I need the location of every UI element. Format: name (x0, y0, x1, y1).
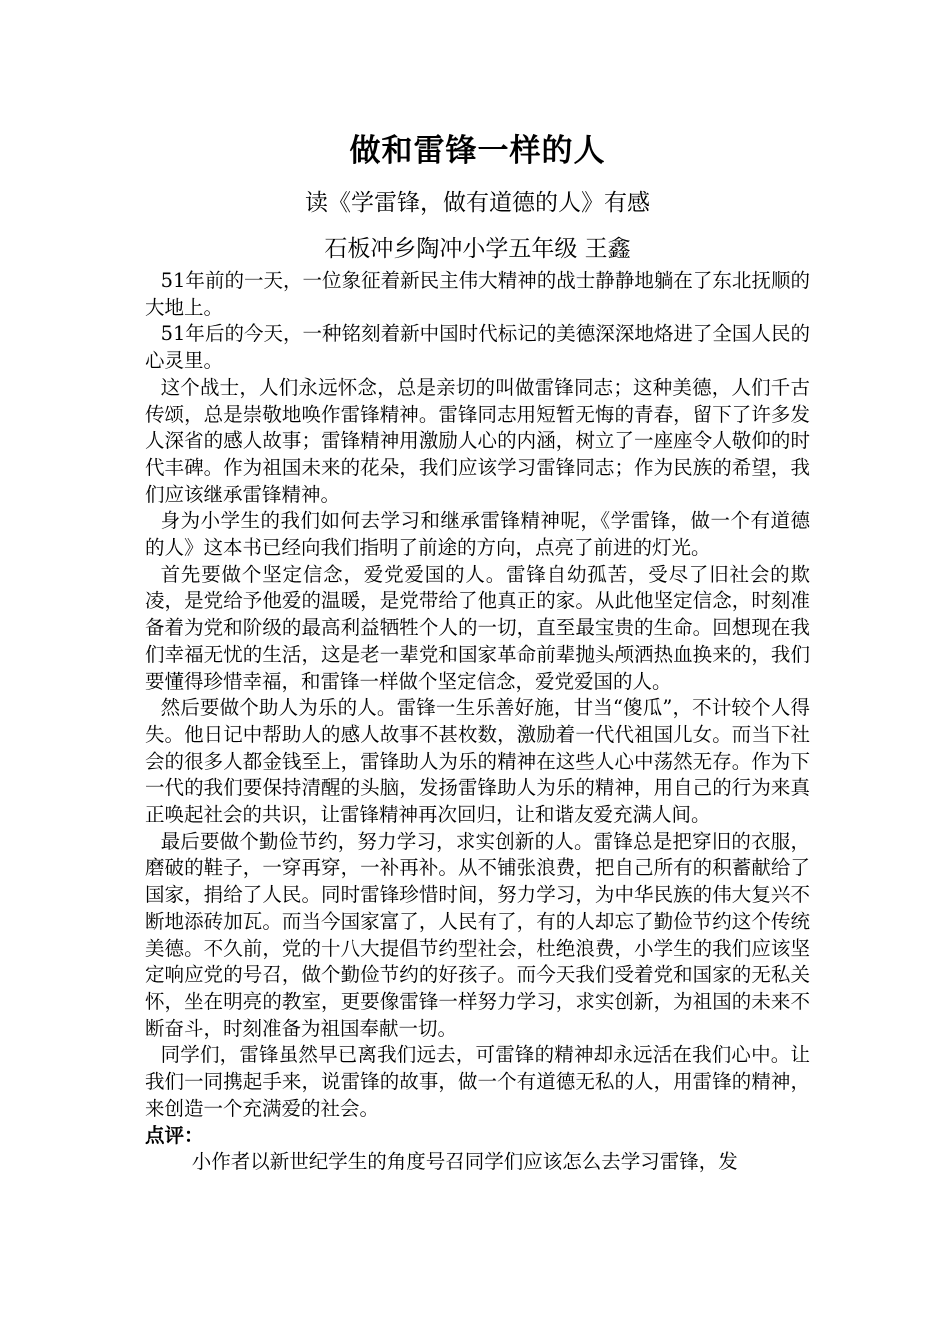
paragraph-2: 51年后的今天，一种铭刻着新中国时代标记的美德深深地烙进了全国人民的心灵里。 (145, 322, 810, 373)
paragraph-3: 这个战士，人们永远怀念，总是亲切的叫做雷锋同志；这种美德，人们千古传颂，总是崇敬地唤作雷锋精神。雷锋同志用短暂无悔的青春，留下了许多发人深省的感人故事；雷锋精神用激励人心的内涵，树立了一座座令人敬仰的时代丰碑。作为祖国未来的花朵，我们应该学习雷锋同志；作为民族的希望，我们应该继承雷锋精神。 (145, 375, 810, 506)
comment-label: 点评： (145, 1123, 204, 1147)
document-page (145, 128, 810, 1176)
paragraph-4: 身为小学生的我们如何去学习和继承雷锋精神呢，《学雷锋，做一个有道德的人》这本书已经向我们指明了前途的方向，点亮了前进的灯光。 (145, 509, 810, 560)
document-title: 做和雷锋一样的人 (349, 133, 606, 169)
document-author: 石板冲乡陶冲小学五年级 王鑫 (324, 236, 631, 262)
paragraph-1: 51年前的一天，一位象征着新民主伟大精神的战士静静地躺在了东北抚顺的大地上。 (145, 269, 810, 319)
paragraph-7: 最后要做个勤俭节约，努力学习，求实创新的人。雷锋总是把穿旧的衣服，磨破的鞋子，一穿再穿，一补再补。从不铺张浪费，把自己所有的积蓄献给了国家，捐给了人民。同时雷锋珍惜时间，努力学习，为中华民族的伟大复兴不断地添砖加瓦。而当今国家富了，人民有了，有的人却忘了勤俭节约这个传统美德。不久前，党的十八大提倡节约型社会，杜绝浪费，小学生的我们应该坚定响应党的号召，做个勤俭节约的好孩子。而今天我们受着党和国家的无私关怀，坐在明亮的教室，更要像雷锋一样努力学习，求实创新，为祖国的未来不断奋斗，时刻准备为祖国奉献一切。 (145, 829, 810, 1040)
comment-text: 小作者以新世纪学生的角度号召同学们应该怎么去学习雷锋，发 (191, 1150, 738, 1174)
document-body (145, 268, 810, 1176)
paragraph-5: 首先要做个坚定信念，爱党爱国的人。雷锋自幼孤苦，受尽了旧社会的欺凌，是党给予他爱的温暖，是党带给了他真正的家。从此他坚定信念，时刻准备着为党和阶级的最高利益牺牲个人的一切，直至最宝贵的生命。回想现在我们幸福无忧的生活，这是老一辈党和国家革命前辈抛头颅洒热血换来的，我们要懂得珍惜幸福，和雷锋一样做个坚定信念，爱党爱国的人。 (145, 562, 810, 693)
paragraph-8: 同学们，雷锋虽然早已离我们远去，可雷锋的精神却永远活在我们心中。让我们一同携起手来，说雷锋的故事，做一个有道德无私的人，用雷锋的精神，来创造一个充满爱的社会。 (145, 1043, 810, 1120)
paragraph-6: 然后要做个助人为乐的人。雷锋一生乐善好施，甘当“傻瓜”，不计较个人得失。他日记中帮助人的感人故事不甚枚数，激励着一代代祖国儿女。而当下社会的很多人都金钱至上，雷锋助人为乐的精神在这些人心中荡然无存。作为下一代的我们要保持清醒的头脑，发扬雷锋助人为乐的精神，用自己的行为来真正唤起社会的共识，让雷锋精神再次回归，让和谐友爱充满人间。 (145, 696, 810, 827)
document-subtitle: 读《学雷锋，做有道德的人》有感 (305, 190, 650, 216)
